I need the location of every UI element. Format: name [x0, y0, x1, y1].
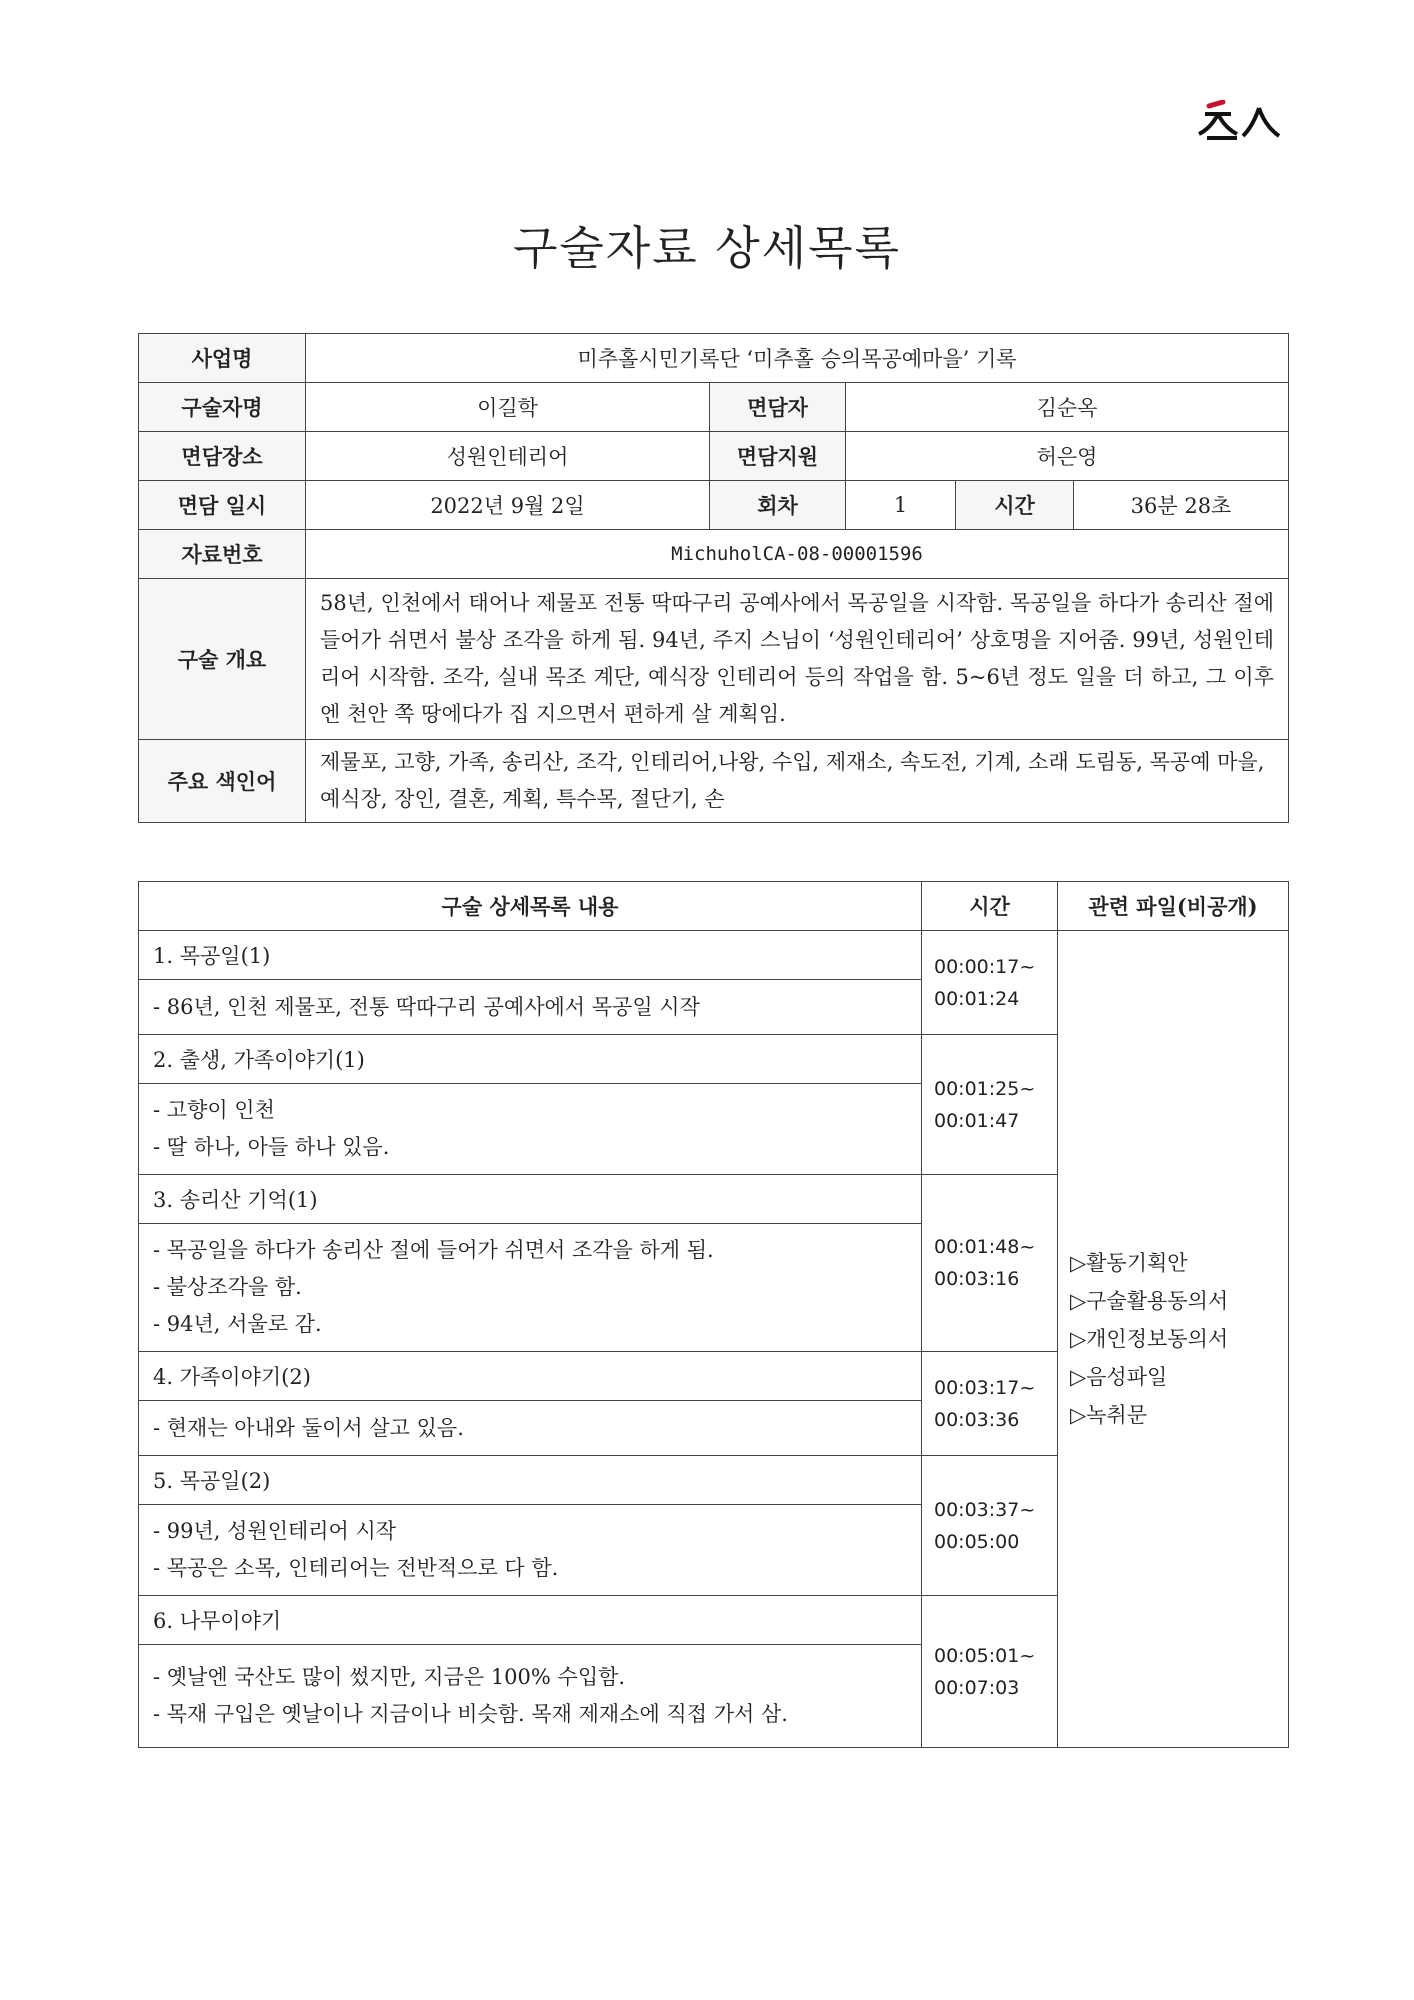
- interviewer-value: 김순옥: [846, 383, 1289, 432]
- content-line: - 목재 구입은 옛날이나 지금이나 비슷함. 목재 제재소에 직접 가서 삼.: [153, 1702, 788, 1726]
- content-line: - 99년, 성원인테리어 시작: [153, 1519, 397, 1543]
- section-content: [139, 980, 922, 1035]
- section-content: [139, 1084, 922, 1175]
- section-heading: 2. 출생, 가족이야기(1): [139, 1035, 922, 1084]
- content-line: - 현재는 아내와 둘이서 살고 있음.: [153, 1415, 464, 1440]
- section-time: [922, 1175, 1058, 1352]
- section-time: [922, 931, 1058, 1035]
- record-id-value: MichuholCA-08-00001596: [306, 530, 1289, 579]
- keywords-row: [139, 740, 1289, 823]
- summary-row: [139, 579, 1289, 740]
- time-end: 00:07:03: [934, 1676, 1020, 1699]
- section-heading-row: [139, 931, 1289, 980]
- content-line: - 94년, 서울로 감.: [153, 1312, 322, 1336]
- related-files-cell: [1058, 931, 1289, 1748]
- content-line: - 옛날엔 국산도 많이 썼지만, 지금은 100% 수입함.: [153, 1665, 626, 1689]
- assistant-value: 허은영: [846, 432, 1289, 481]
- section-content: [139, 1401, 922, 1456]
- project-label: 사업명: [139, 334, 306, 383]
- time-end: 00:05:00: [934, 1530, 1020, 1553]
- content-line: - 목공은 소목, 인테리어는 전반적으로 다 함.: [153, 1556, 559, 1580]
- time-start: 00:03:17~: [934, 1376, 1036, 1399]
- content-column-header: 구술 상세목록 내용: [139, 882, 922, 931]
- place-label: 면담장소: [139, 432, 306, 481]
- section-heading: 6. 나무이야기: [139, 1596, 922, 1645]
- content-line: - 불상조각을 함.: [153, 1275, 302, 1299]
- date-value: 2022년 9월 2일: [306, 481, 710, 530]
- time-end: 00:01:47: [934, 1109, 1020, 1132]
- section-content: [139, 1505, 922, 1596]
- file-link: ▷구술활용동의서: [1070, 1289, 1229, 1313]
- section-heading: 1. 목공일(1): [139, 931, 922, 980]
- record-id-row: [139, 530, 1289, 579]
- time-label: 시간: [956, 481, 1074, 530]
- summary-label: 구술 개요: [139, 579, 306, 740]
- date-row: [139, 481, 1289, 530]
- interview-meta-table: [138, 333, 1289, 823]
- narrator-row: [139, 383, 1289, 432]
- section-content: [139, 1224, 922, 1352]
- file-link: ▷음성파일: [1070, 1365, 1168, 1389]
- narrator-value: 이길학: [306, 383, 710, 432]
- content-line: - 고향이 인천: [153, 1098, 275, 1122]
- interviewer-label: 면담자: [710, 383, 846, 432]
- time-start: 00:03:37~: [934, 1498, 1036, 1521]
- section-time: [922, 1456, 1058, 1596]
- time-end: 00:03:16: [934, 1268, 1020, 1290]
- time-start: 00:01:48~: [934, 1236, 1036, 1258]
- organization-logo: [1193, 100, 1283, 142]
- summary-value: 58년, 인천에서 태어나 제물포 전통 딱따구리 공예사에서 목공일을 시작함. 목공일을 하다가 송리산 절에 들어가 쉬면서 불상 조각을 하게 됨. 94년, 주지 스님이 ‘성원인테리어’ 상호명을 지어줌. 99년, 성원인테리어 시작함. 조각, 실내 목조 계단, 예식장 인테리어 등의 작업을 함. 5~6년 정도 일을 더 하고, 그 이후엔 천안 쪽 땅에다가 집 지으면서 편하게 살 계획임.: [306, 579, 1289, 740]
- content-line: - 86년, 인천 제물포, 전통 딱따구리 공예사에서 목공일 시작: [153, 994, 700, 1019]
- section-heading: 4. 가족이야기(2): [139, 1352, 922, 1401]
- assistant-label: 면담지원: [710, 432, 846, 481]
- time-column-header: 시간: [922, 882, 1058, 931]
- detail-table: [138, 881, 1289, 1748]
- file-link: ▷녹취문: [1070, 1403, 1148, 1427]
- time-value: 36분 28초: [1074, 481, 1289, 530]
- session-value: 1: [846, 481, 956, 530]
- project-value: 미추홀시민기록단 ‘미추홀 승의목공예마을’ 기록: [306, 334, 1289, 383]
- time-end: 00:01:24: [934, 987, 1020, 1010]
- keywords-value: 제물포, 고향, 가족, 송리산, 조각, 인테리어,나왕, 수입, 제재소, 속도전, 기계, 소래 도림동, 목공예 마을, 예식장, 장인, 결혼, 계획, 특수목, 절단기, 손: [306, 740, 1289, 823]
- section-heading: 5. 목공일(2): [139, 1456, 922, 1505]
- section-content: [139, 1645, 922, 1748]
- date-label: 면담 일시: [139, 481, 306, 530]
- files-column-header: 관련 파일(비공개): [1058, 882, 1289, 931]
- time-start: 00:05:01~: [934, 1644, 1036, 1667]
- time-start: 00:00:17~: [934, 955, 1036, 978]
- detail-header-row: [139, 882, 1289, 931]
- section-time: [922, 1596, 1058, 1748]
- section-time: [922, 1035, 1058, 1175]
- time-end: 00:03:36: [934, 1408, 1020, 1431]
- keywords-label: 주요 색인어: [139, 740, 306, 823]
- page-title: 구술자료 상세목록: [512, 221, 902, 275]
- file-link: ▷활동기획안: [1070, 1251, 1188, 1275]
- place-value: 성원인테리어: [306, 432, 710, 481]
- content-line: - 딸 하나, 아들 하나 있음.: [153, 1135, 390, 1159]
- content-line: - 목공일을 하다가 송리산 절에 들어가 쉬면서 조각을 하게 됨.: [153, 1238, 714, 1262]
- record-id-label: 자료번호: [139, 530, 306, 579]
- file-link: ▷개인정보동의서: [1070, 1327, 1229, 1351]
- time-start: 00:01:25~: [934, 1077, 1036, 1100]
- session-label: 회차: [710, 481, 846, 530]
- narrator-label: 구술자명: [139, 383, 306, 432]
- section-heading: 3. 송리산 기억(1): [139, 1175, 922, 1224]
- place-row: [139, 432, 1289, 481]
- project-row: [139, 334, 1289, 383]
- section-time: [922, 1352, 1058, 1456]
